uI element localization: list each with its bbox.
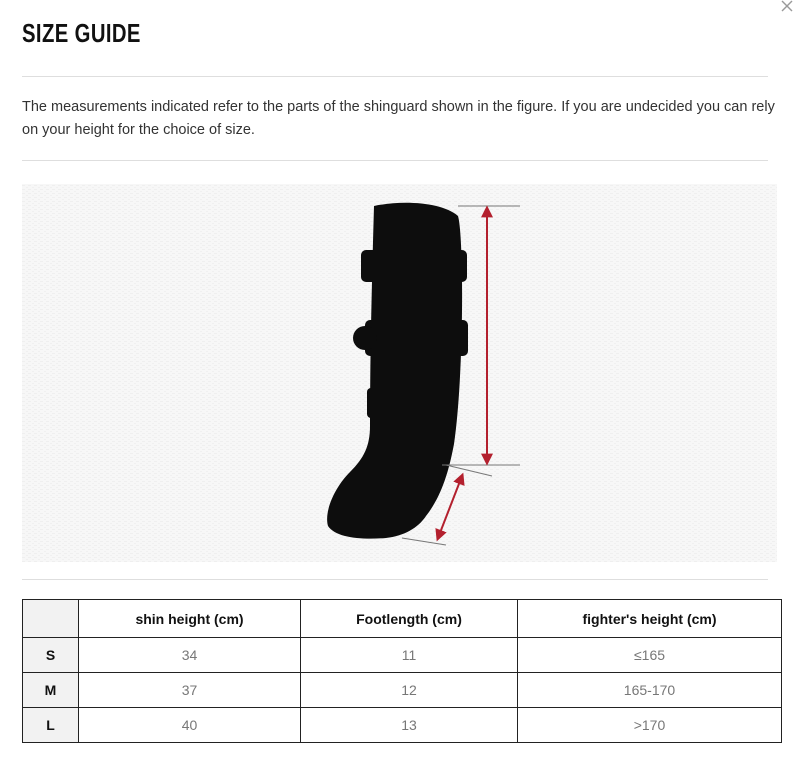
intro-divider [22, 160, 768, 161]
size-label: M [23, 673, 79, 708]
foot-length-cell: 12 [301, 673, 518, 708]
table-row [23, 708, 782, 743]
figure-divider [22, 579, 768, 580]
table-row [23, 638, 782, 673]
foot-length-header: Footlength (cm) [301, 600, 518, 638]
shinguard-figure [22, 176, 777, 566]
shin-height-cell: 40 [79, 708, 301, 743]
page-title: SIZE GUIDE [22, 18, 141, 48]
shin-height-cell: 37 [79, 673, 301, 708]
foot-length-cell: 11 [301, 638, 518, 673]
foot-length-cell: 13 [301, 708, 518, 743]
size-label: L [23, 708, 79, 743]
table-header-row [23, 600, 782, 638]
shin-height-cell: 34 [79, 638, 301, 673]
size-table [22, 599, 782, 743]
table-row [23, 673, 782, 708]
intro-text: The measurements indicated refer to the parts of the shinguard shown in the figure. If you are undecided you can rely on your height for the choice of size. [22, 99, 775, 138]
fighter-height-cell: >170 [518, 708, 782, 743]
fighter-height-cell: 165-170 [518, 673, 782, 708]
title-divider [22, 76, 768, 77]
fighter-height-header: fighter's height (cm) [518, 600, 782, 638]
shin-height-header: shin height (cm) [79, 600, 301, 638]
corner-header [23, 600, 79, 638]
fighter-height-cell: ≤165 [518, 638, 782, 673]
size-label: S [23, 638, 79, 673]
close-button[interactable] [781, 0, 797, 16]
close-icon [781, 0, 793, 12]
